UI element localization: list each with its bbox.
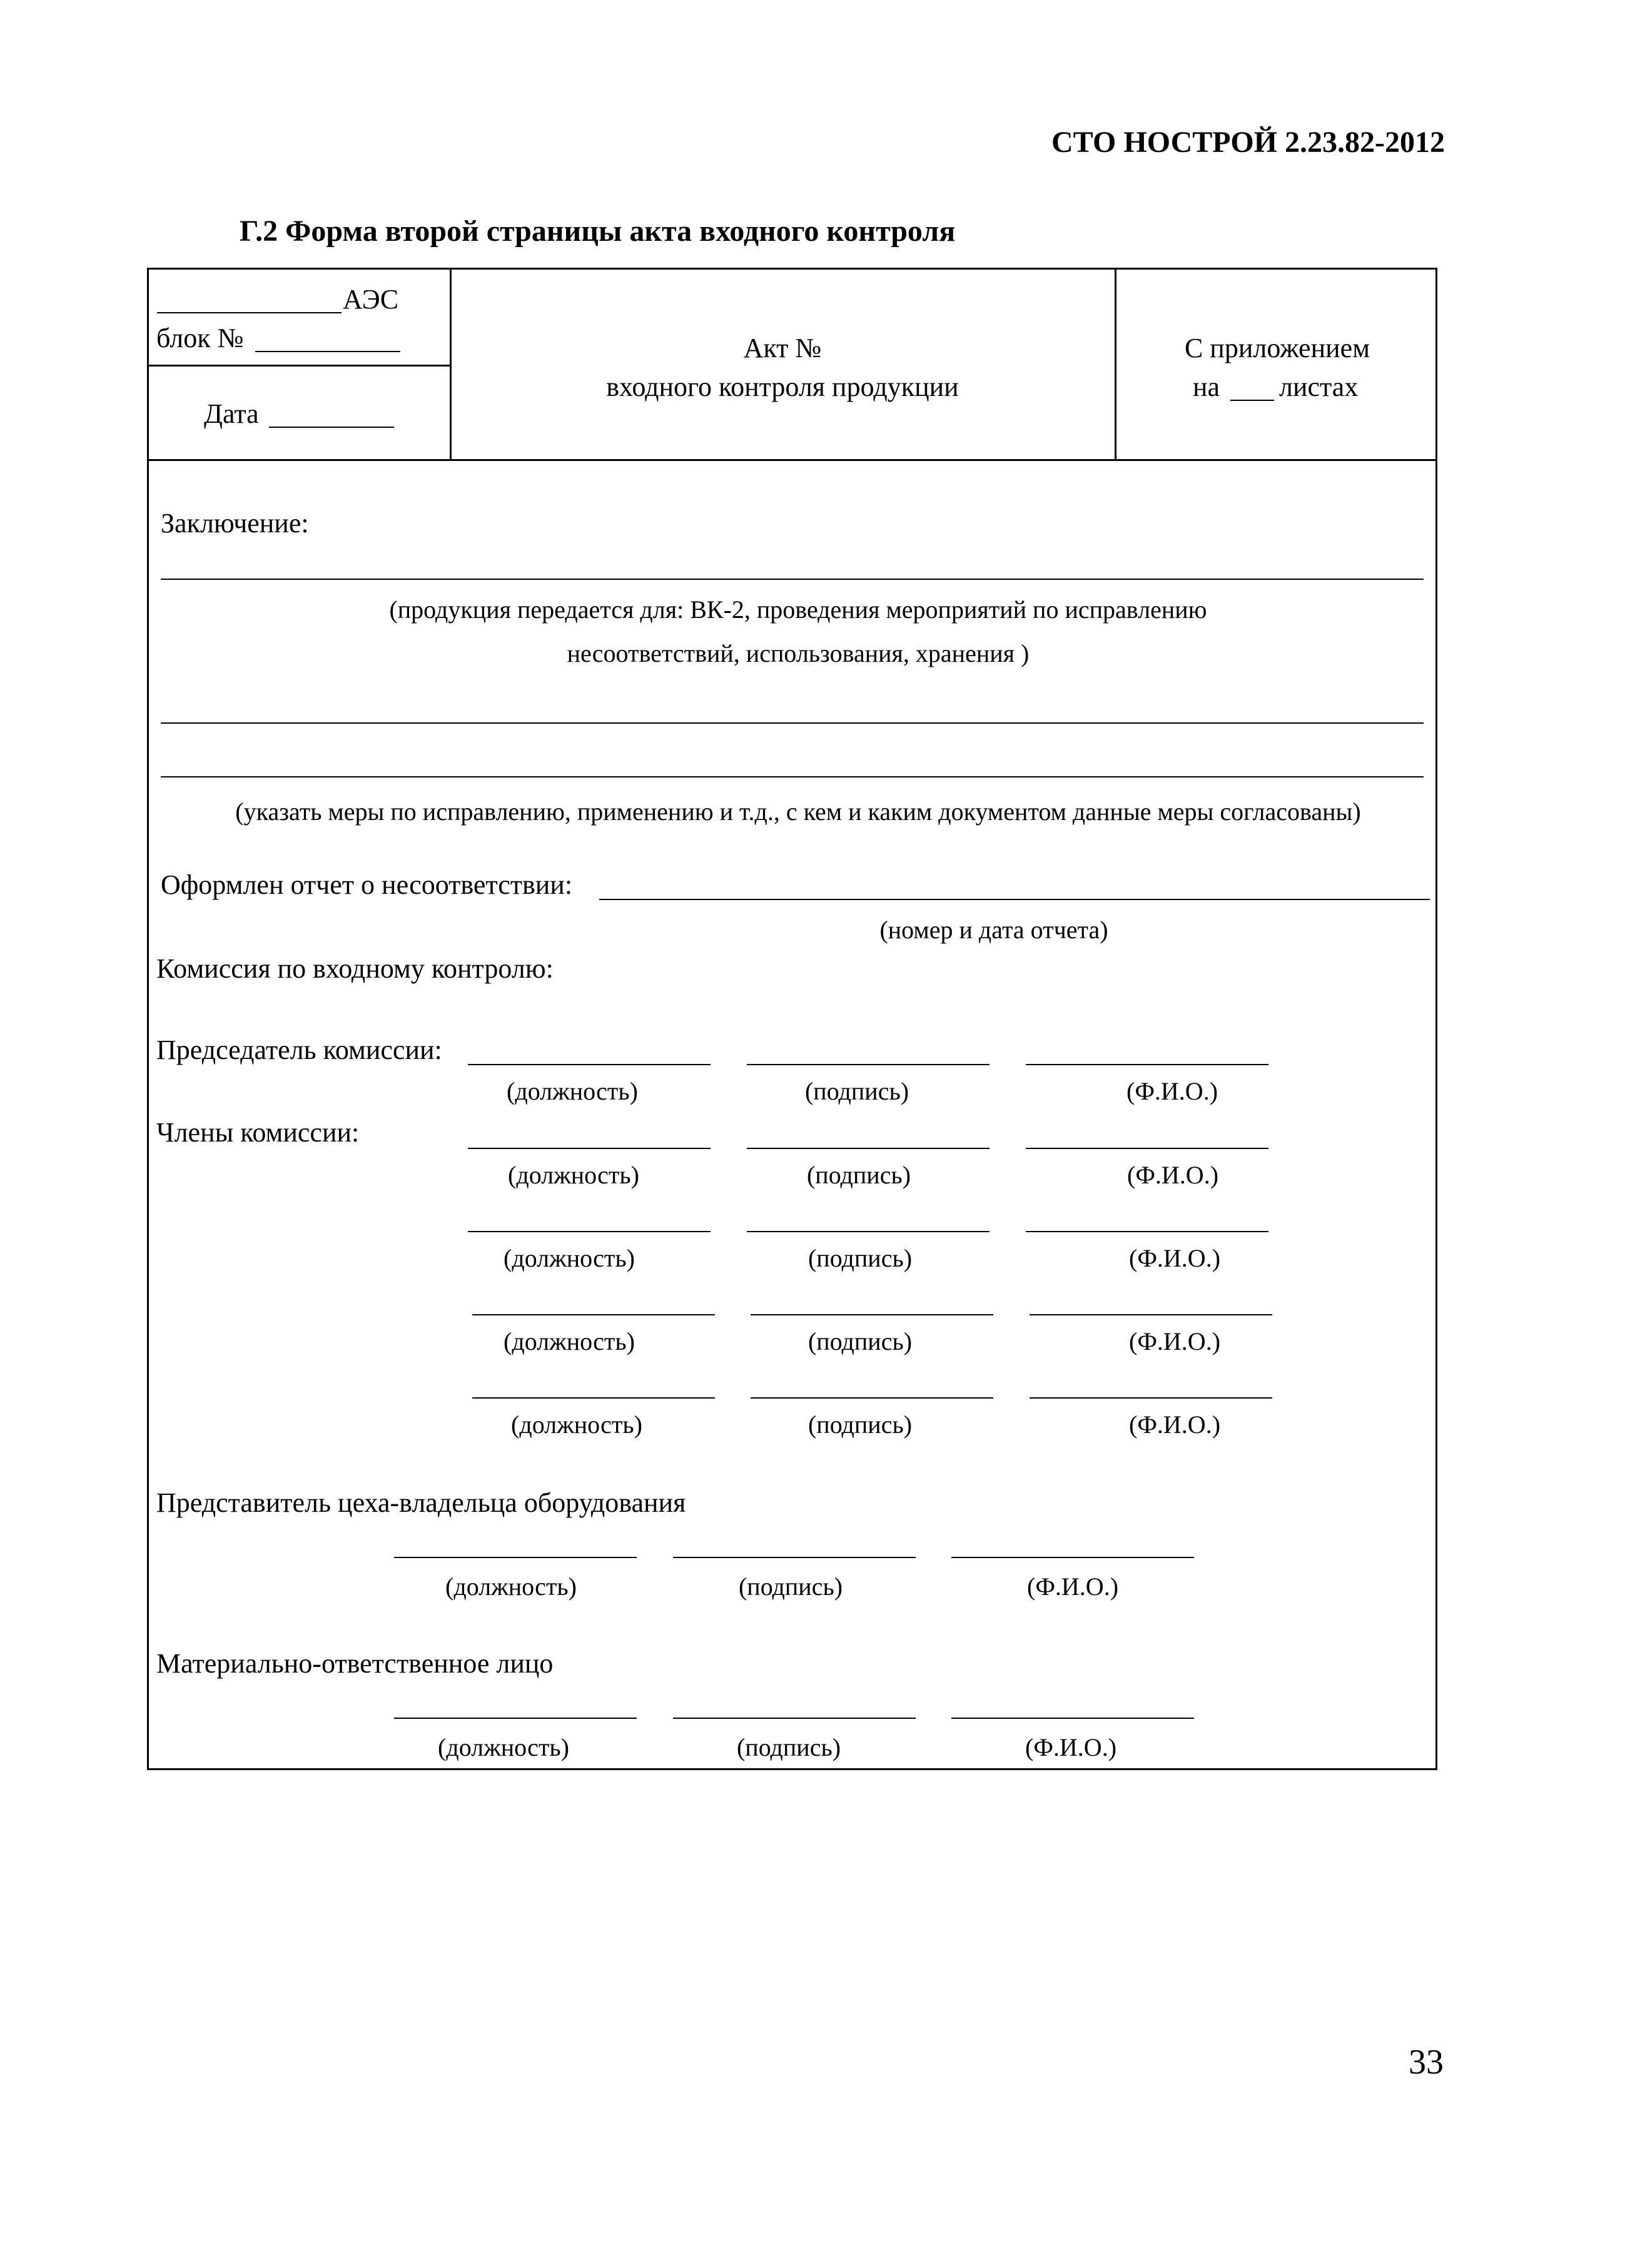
chairman-name-blank — [1026, 1064, 1268, 1065]
owner-signature-caption: (подпись) — [738, 1572, 843, 1601]
member-4-signature-blank — [751, 1397, 993, 1399]
member-3-position-caption: (должность) — [504, 1327, 635, 1355]
owner-name-blank — [951, 1557, 1194, 1558]
member-3-signature-caption: (подпись) — [807, 1327, 913, 1355]
report-label: Оформлен отчет о несоответствии: — [161, 869, 573, 900]
member-2-signature-caption: (подпись) — [807, 1244, 913, 1272]
member-4-position-caption: (должность) — [511, 1410, 642, 1439]
appendix-on: на — [1193, 372, 1220, 402]
header-divider-left — [450, 270, 452, 459]
appendix-label: С приложением — [1184, 333, 1370, 363]
member-4-name-caption: (Ф.И.О.) — [1128, 1410, 1221, 1439]
chairman-name-caption: (Ф.И.О.) — [1126, 1077, 1218, 1105]
conclusion-line-3 — [161, 776, 1424, 777]
npp-label: АЭС — [343, 284, 399, 315]
member-3-name-caption: (Ф.И.О.) — [1128, 1327, 1221, 1355]
npp-blank — [157, 312, 342, 313]
conclusion-line-1 — [161, 579, 1424, 580]
member-1-signature-caption: (подпись) — [806, 1161, 911, 1189]
responsible-name-blank — [951, 1718, 1194, 1719]
responsible-position-blank — [394, 1718, 637, 1719]
member-2-position-caption: (должность) — [504, 1244, 635, 1272]
document-header: СТО НОСТРОЙ 2.23.82-2012 — [1051, 126, 1445, 159]
page-number: 33 — [1409, 2043, 1444, 2082]
date-label: Дата — [204, 398, 259, 429]
measures-hint: (указать меры по исправлению, применению и т.д., с кем и каким документом данные меры согласованы) — [235, 797, 1361, 826]
header-divider-right — [1115, 270, 1116, 459]
conclusion-hint-2: несоответствий, использования, хранения ) — [567, 639, 1030, 667]
owner-position-caption: (должность) — [445, 1572, 577, 1601]
conclusion-label: Заключение: — [161, 508, 309, 539]
member-2-name-caption: (Ф.И.О.) — [1128, 1244, 1221, 1272]
members-label: Члены комиссии: — [156, 1117, 360, 1148]
appendix-sheets: листах — [1279, 372, 1359, 402]
unit-label: блок № — [156, 323, 244, 353]
responsible-position-caption: (должность) — [438, 1733, 569, 1761]
chairman-position-caption: (должность) — [507, 1077, 638, 1105]
member-1-name-caption: (Ф.И.О.) — [1126, 1161, 1219, 1189]
act-number-label: Акт № — [743, 333, 822, 363]
unit-blank — [255, 351, 400, 352]
header-cell-divider — [149, 365, 450, 367]
act-subtitle: входного контроля продукции — [606, 372, 959, 402]
responsible-name-caption: (Ф.И.О.) — [1025, 1733, 1117, 1761]
member-1-name-blank — [1026, 1148, 1268, 1149]
act-form — [147, 268, 1437, 1770]
owner-position-blank — [394, 1557, 637, 1558]
header-bottom-border — [149, 459, 1435, 461]
date-blank — [269, 427, 394, 428]
appendix-sheets-blank — [1230, 400, 1274, 401]
owner-signature-blank — [673, 1557, 916, 1558]
chairman-signature-blank — [747, 1064, 990, 1065]
responsible-signature-blank — [673, 1718, 916, 1719]
conclusion-line-2 — [161, 722, 1424, 724]
member-3-name-blank — [1030, 1314, 1272, 1315]
conclusion-hint-1: (продукция передается для: ВК-2, проведения мероприятий по исправлению — [389, 595, 1207, 624]
section-title: Г.2 Форма второй страницы акта входного контроля — [240, 215, 956, 248]
member-4-signature-caption: (подпись) — [807, 1410, 913, 1439]
chairman-label: Председатель комиссии: — [156, 1035, 442, 1065]
member-4-name-blank — [1030, 1397, 1272, 1399]
chairman-signature-caption: (подпись) — [804, 1077, 909, 1105]
member-4-position-blank — [472, 1397, 715, 1399]
owner-name-caption: (Ф.И.О.) — [1026, 1572, 1119, 1601]
commission-label: Комиссия по входному контролю: — [156, 953, 554, 984]
member-1-position-blank — [468, 1148, 711, 1149]
member-2-position-blank — [468, 1231, 711, 1232]
report-blank — [599, 899, 1430, 900]
member-2-name-blank — [1026, 1231, 1268, 1232]
responsible-label: Материально-ответственное лицо — [156, 1648, 554, 1679]
responsible-signature-caption: (подпись) — [736, 1733, 841, 1761]
chairman-position-blank — [468, 1064, 711, 1065]
member-3-signature-blank — [751, 1314, 993, 1315]
member-3-position-blank — [472, 1314, 715, 1315]
report-hint: (номер и дата отчета) — [879, 916, 1108, 944]
owner-label: Представитель цеха-владельца оборудования — [156, 1487, 686, 1518]
member-1-position-caption: (должность) — [508, 1161, 639, 1189]
member-1-signature-blank — [747, 1148, 990, 1149]
member-2-signature-blank — [747, 1231, 990, 1232]
